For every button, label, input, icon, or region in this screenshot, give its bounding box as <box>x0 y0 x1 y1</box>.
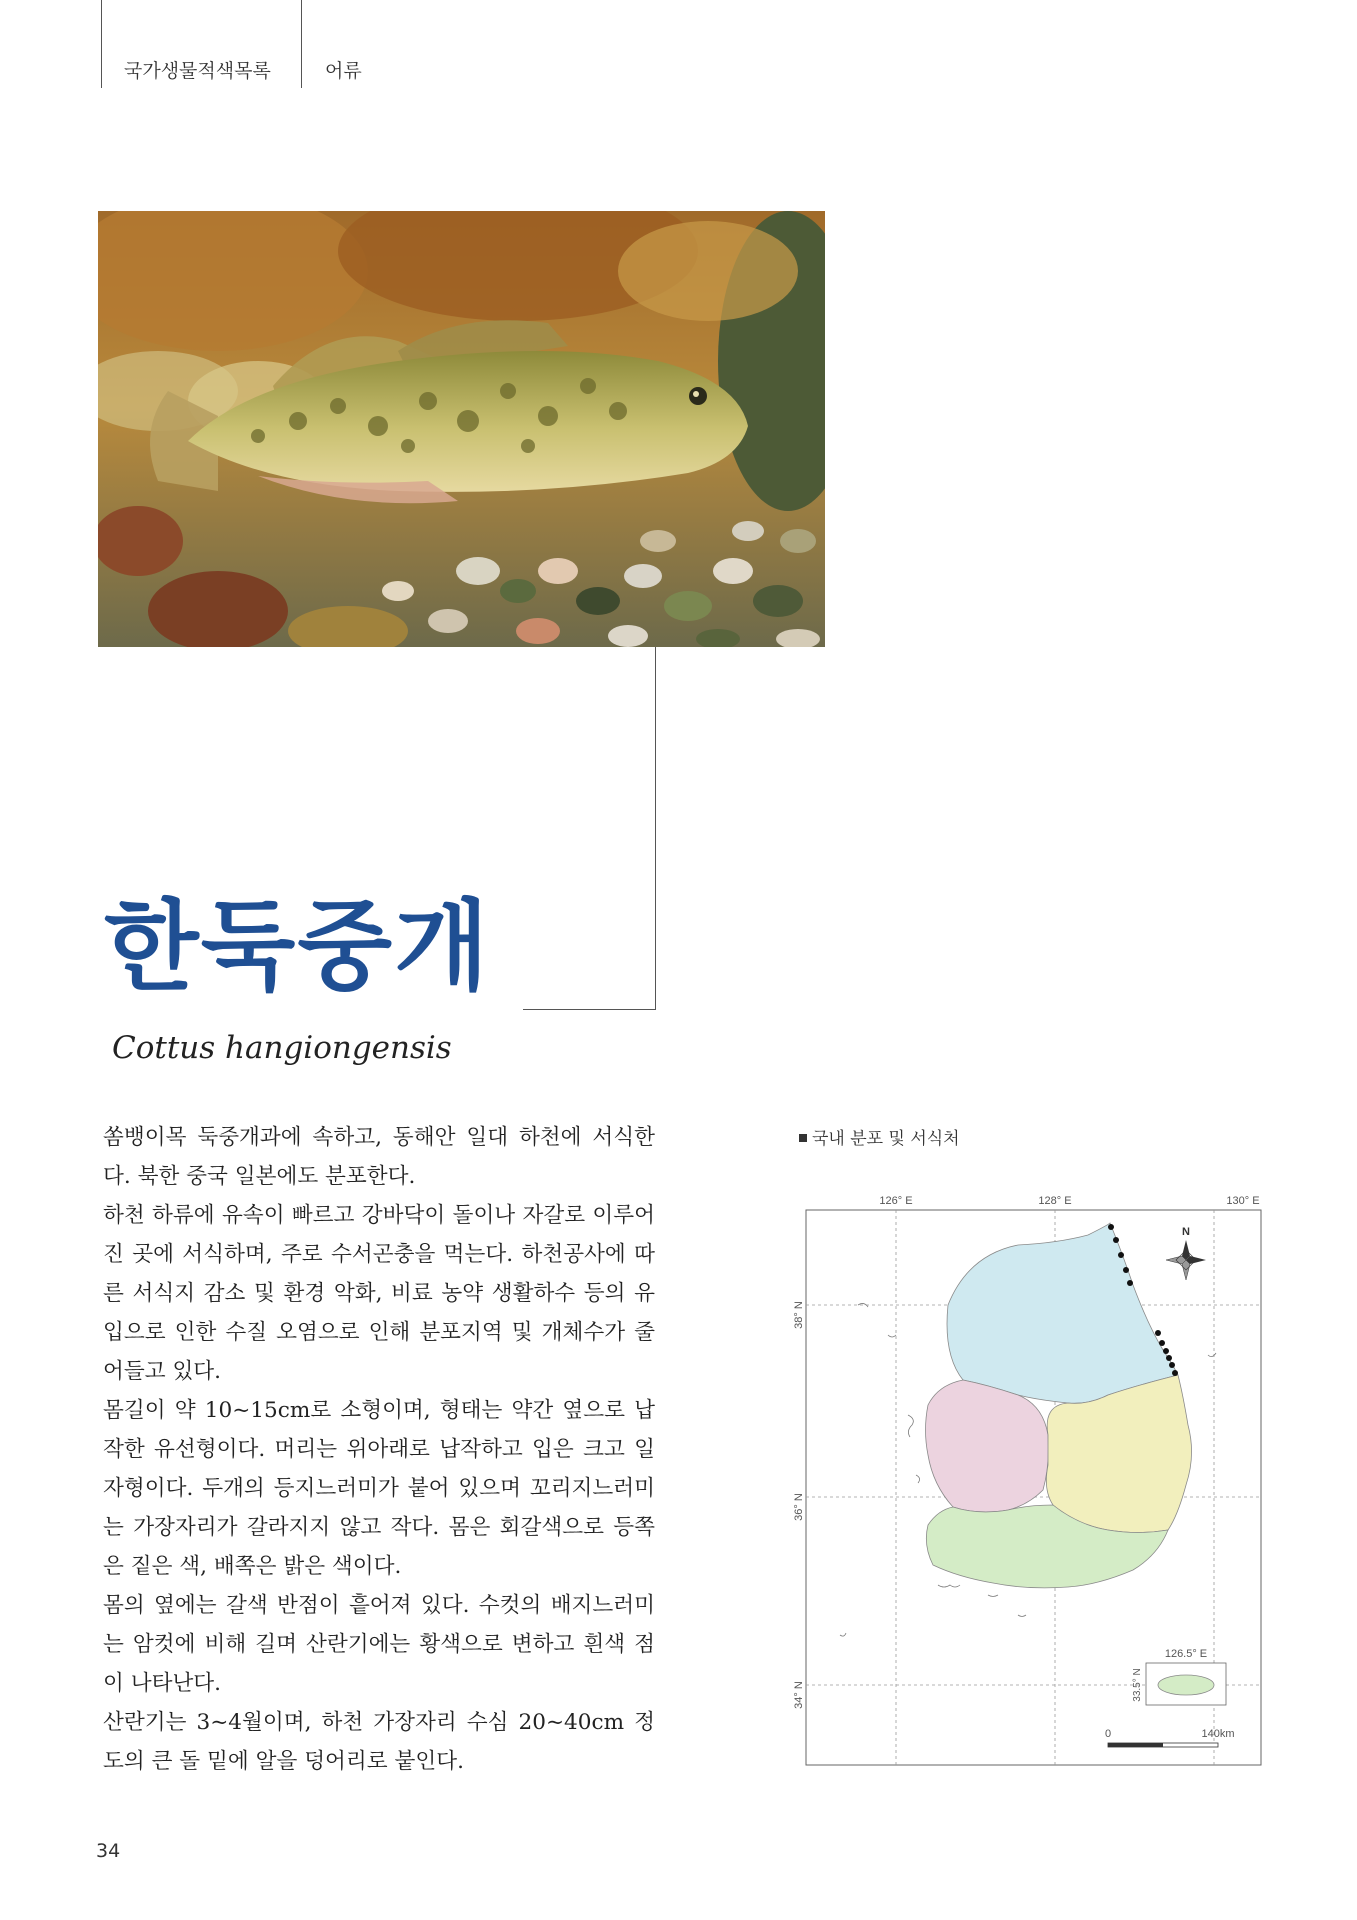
north-label: N <box>1182 1226 1190 1238</box>
species-korean-name: 한둑중개 <box>104 890 491 1004</box>
lat-label: 38° N <box>793 1301 805 1329</box>
lat-label: 34° N <box>793 1681 805 1709</box>
species-scientific-name: Cottus hangiongensis <box>112 1030 452 1066</box>
square-bullet-icon <box>799 1134 807 1142</box>
header-divider-left <box>101 0 102 88</box>
header-series: 국가생물적색목록 <box>124 60 271 82</box>
lon-label: 126° E <box>879 1195 913 1207</box>
header-divider-mid <box>301 0 302 88</box>
description-paragraph: 몸길이 약 10~15cm로 소형이며, 형태는 약간 옆으로 납작한 유선형이다. 머리는 위아래로 납작하고 입은 크고 일자형이다. 두개의 등지느러미가 붙어 있으며 꼬리지느러미는 가장자리가 갈라지지 않고 작다. 몸은 회갈색으로 등쪽은 짙은 색, 배쪽은 밝은 색이다. <box>103 1398 655 1579</box>
description <box>103 1118 655 1781</box>
lon-label: 130° E <box>1226 1195 1260 1207</box>
connector-vertical <box>655 647 656 1009</box>
page-number: 34 <box>96 1840 121 1862</box>
fish-photo <box>98 211 825 647</box>
map-caption <box>799 1124 960 1149</box>
scale-start: 0 <box>1104 1728 1112 1740</box>
map-caption-text: 국내 분포 및 서식처 <box>812 1129 960 1149</box>
header-category: 어류 <box>325 60 362 82</box>
description-paragraph: 산란기는 3~4월이며, 하천 가장자리 수심 20~40cm 정도의 큰 돌 밑에 알을 덩어리로 붙인다. <box>103 1710 655 1774</box>
description-paragraph: 하천 하류에 유속이 빠르고 강바닥이 돌이나 자갈로 이루어진 곳에 서식하며, 주로 수서곤충을 먹는다. 하천공사에 따른 서식지 감소 및 환경 악화, 비료 농약 생활하수 등의 유입으로 인한 수질 오염으로 인해 분포지역 및 개체수가 줄어들고 있다. <box>103 1203 655 1384</box>
description-paragraph: 몸의 옆에는 갈색 반점이 흩어져 있다. 수컷의 배지느러미는 암컷에 비해 길며 산란기에는 황색으로 변하고 흰색 점이 나타난다. <box>103 1593 655 1696</box>
lat-label: 36° N <box>793 1493 805 1521</box>
inset-lon-label: 126.5° E <box>1164 1648 1208 1660</box>
lon-label: 128° E <box>1038 1195 1072 1207</box>
scale-end: 140km <box>1201 1728 1235 1740</box>
description-paragraph: 쏨뱅이목 둑중개과에 속하고, 동해안 일대 하천에 서식한다. 북한 중국 일본에도 분포한다. <box>103 1125 655 1189</box>
distribution-map <box>788 1185 1266 1769</box>
connector-horizontal <box>523 1009 656 1010</box>
inset-lat-label: 33.5° N <box>1132 1668 1143 1702</box>
